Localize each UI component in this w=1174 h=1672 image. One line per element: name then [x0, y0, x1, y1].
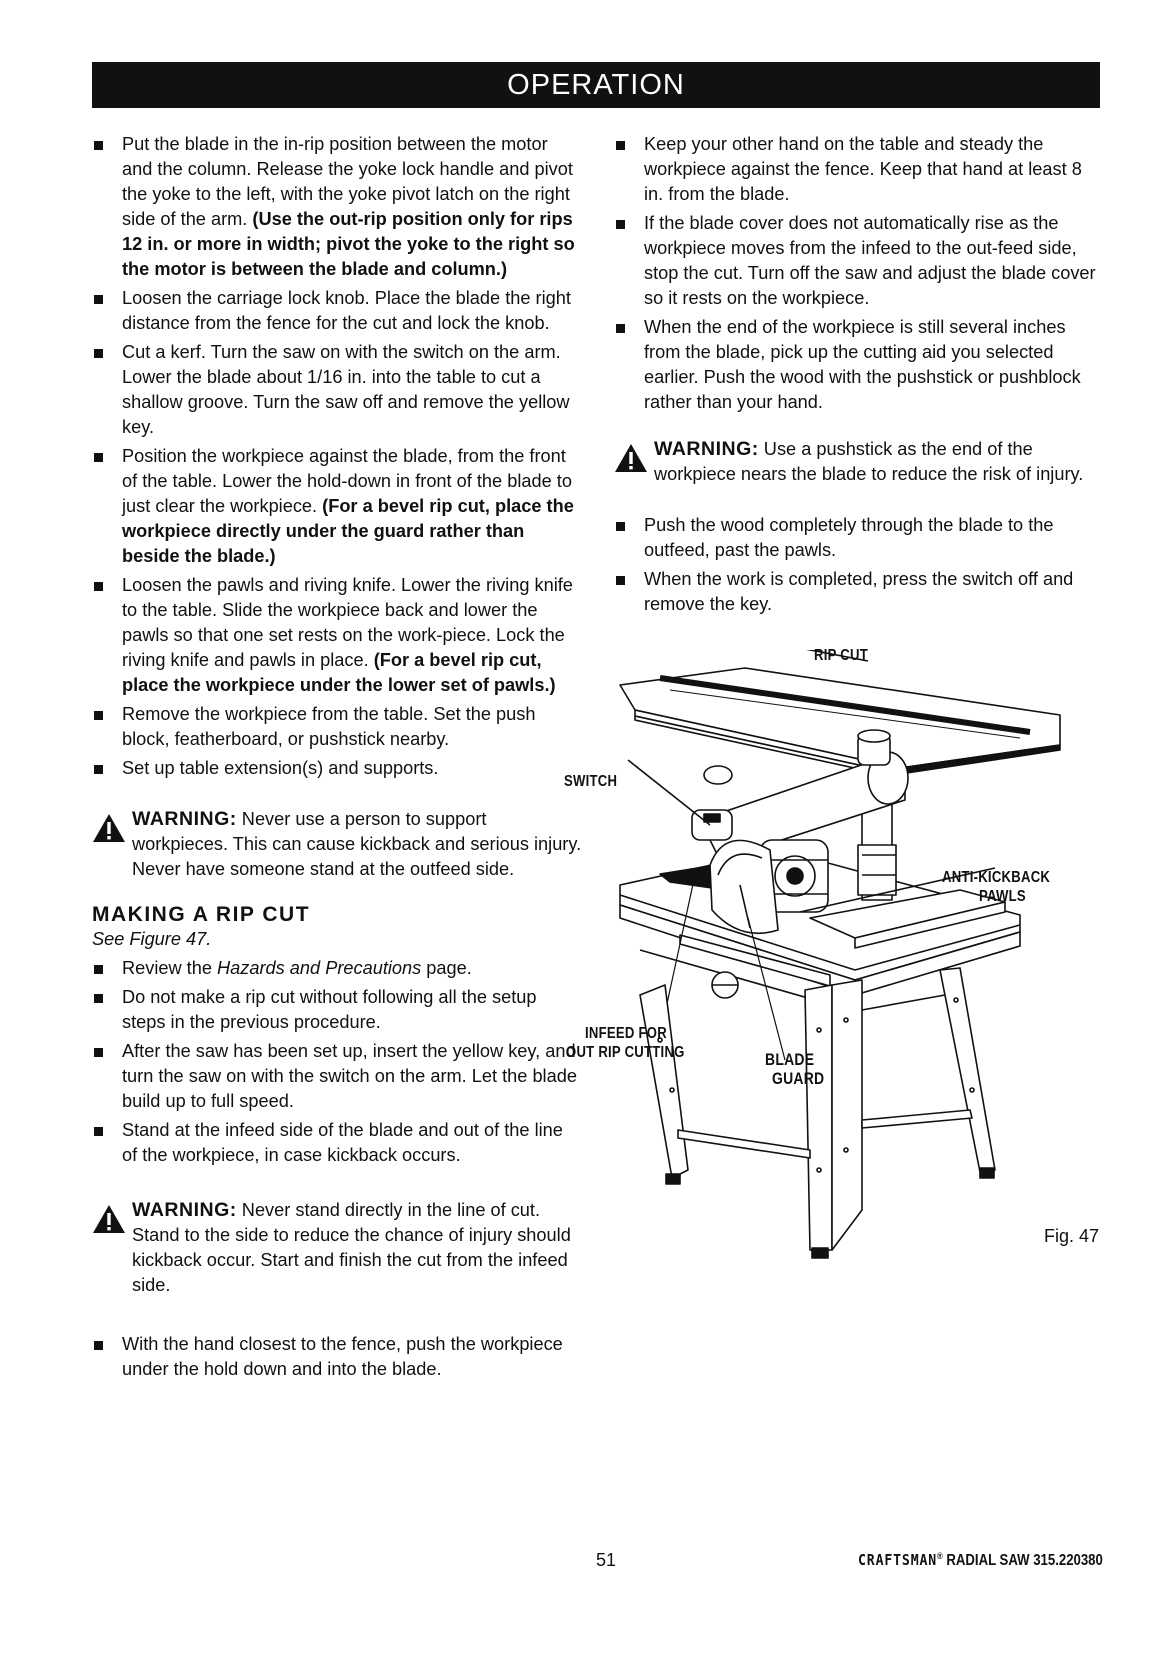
list-item	[92, 1039, 582, 1114]
list-item	[92, 702, 582, 752]
warning-label: WARNING:	[132, 808, 237, 830]
warning-block-support	[92, 807, 582, 882]
brand-mark: ®	[937, 1551, 943, 1561]
label-blade-guard-line-1: BLADE	[765, 1050, 815, 1069]
list-item	[92, 956, 582, 981]
list-item	[92, 132, 582, 282]
figure-number: Fig. 47	[1044, 1226, 1100, 1246]
left-column	[92, 132, 582, 1386]
list-item-text: Put the blade in the in-rip position between the motor and the column. Release the yoke lock handle and pivot the yoke to the left, with the yoke pivot latch on the right side of the arm.	[122, 134, 573, 229]
list-item-text: (Use the out-rip position only for rips 12 in. or more in width; pivot the yoke to the right so the motor is between the blade and column.)	[122, 209, 575, 279]
label-rip-cut: RIP CUT	[814, 647, 868, 664]
warning-block-line-of-cut	[92, 1198, 582, 1298]
list-item-text: With the hand closest to the fence, push the workpiece under the hold down and into the blade.	[122, 1334, 563, 1379]
list-item-text: Do not make a rip cut without following all the setup steps in the previous procedure.	[122, 987, 537, 1032]
setup-steps-list	[92, 132, 582, 781]
page-title: OPERATION	[507, 69, 685, 101]
list-item	[92, 573, 582, 698]
list-item	[614, 315, 1100, 415]
warning-label: WARNING:	[132, 1199, 237, 1221]
list-item-text: page.	[421, 958, 472, 978]
cutting-steps-list	[614, 132, 1100, 415]
warning-text: Never use a person to support workpieces. This can cause kickback and serious injury. Never have someone stand at the outfeed side.	[132, 809, 582, 879]
list-item	[614, 132, 1100, 207]
list-item-text: Review the	[122, 958, 218, 978]
label-anti-kickback-line-2: PAWLS	[979, 888, 1026, 905]
warning-triangle-icon	[92, 813, 126, 843]
list-item-text: Push the wood completely through the blade to the outfeed, past the pawls.	[644, 515, 1054, 560]
list-item-text: After the saw has been set up, insert the yellow key, and turn the saw on with the switch on the arm. Let the blade build up to full speed.	[122, 1041, 577, 1111]
list-item-text: When the end of the workpiece is still several inches from the blade, pick up the cutting aid you selected earlier. Push the wood with the pushstick or pushblock rather than your hand.	[644, 317, 1081, 412]
list-item	[92, 444, 582, 569]
brand-logo-text: CRAFTSMAN	[858, 1551, 938, 1570]
list-item	[92, 286, 582, 336]
push-step-list	[92, 1332, 582, 1382]
list-item-text: (For a bevel rip cut, place the workpiece under the lower set of pawls.)	[122, 650, 556, 695]
list-item-text: (For a bevel rip cut, place the workpiece directly under the guard rather than beside the blade.)	[122, 496, 574, 566]
warning-triangle-icon	[92, 1204, 126, 1234]
list-item-text: When the work is completed, press the switch off and remove the key.	[644, 569, 1074, 614]
warning-block-pushstick	[614, 437, 1100, 487]
model-number: RADIAL SAW 315.220380	[946, 1552, 1103, 1570]
label-infeed-line-2: OUT RIP CUTTING	[566, 1044, 685, 1061]
list-item-text: Set up table extension(s) and supports.	[122, 758, 439, 778]
list-item-text: Stand at the infeed side of the blade and out of the line of the workpiece, in case kickback occurs.	[122, 1120, 563, 1165]
rip-cut-steps-list	[92, 956, 582, 1168]
see-figure-reference: See Figure 47.	[92, 929, 212, 949]
finish-steps-list	[614, 513, 1100, 617]
list-item	[92, 756, 582, 781]
list-item-text: Remove the workpiece from the table. Set the push block, featherboard, or pushstick nearby.	[122, 704, 536, 749]
list-item	[614, 513, 1100, 563]
warning-label: WARNING:	[654, 438, 759, 460]
warning-text: Never stand directly in the line of cut. Stand to the side to reduce the chance of injury should kickback occur. Start and finish the cut from the infeed side.	[132, 1200, 571, 1295]
section-title: MAKING A RIP CUT	[92, 903, 311, 926]
warning-triangle-icon	[614, 443, 648, 473]
figure-47-radial-saw	[564, 647, 1110, 1350]
list-item	[92, 1332, 582, 1382]
list-item-text: Keep your other hand on the table and steady the workpiece against the fence. Keep that hand at least 8 in. from the blade.	[644, 134, 1082, 204]
footer-brand-model	[858, 1551, 1103, 1570]
list-item	[92, 985, 582, 1035]
warning-text: Use a pushstick as the end of the workpiece nears the blade to reduce the risk of injury.	[654, 439, 1084, 484]
right-column	[614, 132, 1100, 621]
list-item	[92, 1118, 582, 1168]
label-switch: SWITCH	[564, 773, 618, 790]
label-blade-guard-line-2: GUARD	[772, 1069, 825, 1088]
list-item	[614, 211, 1100, 311]
list-item-text: Cut a kerf. Turn the saw on with the switch on the arm. Lower the blade about 1/16 in. into the table to cut a shallow groove. Turn the saw off and remove the yellow key.	[122, 342, 570, 437]
list-item-text: If the blade cover does not automatically rise as the workpiece moves from the infeed to the out-feed side, stop the cut. Turn off the saw and adjust the blade cover so it rests on the workpiece.	[644, 213, 1096, 308]
list-item-text: Loosen the carriage lock knob. Place the blade the right distance from the fence for the cut and lock the knob.	[122, 288, 571, 333]
list-item	[614, 567, 1100, 617]
list-item-text: Hazards and Precautions	[217, 958, 422, 978]
radial-saw-illustration	[600, 650, 1110, 1350]
label-anti-kickback-line-1: ANTI-KICKBACK	[942, 869, 1051, 886]
page-number: 51	[596, 1550, 617, 1570]
label-infeed-line-1: INFEED FOR	[585, 1025, 667, 1042]
list-item-text: Position the workpiece against the blade, from the front of the table. Lower the hold-down in front of the blade to just clear the workpiece.	[122, 446, 572, 516]
page-header-bar	[92, 62, 1100, 108]
list-item	[92, 340, 582, 440]
list-item-text: Loosen the pawls and riving knife. Lower the riving knife to the table. Slide the workpiece back and lower the pawls so that one set rests on the work-piece. Lock the riving knife and pawls in place.	[122, 575, 573, 670]
